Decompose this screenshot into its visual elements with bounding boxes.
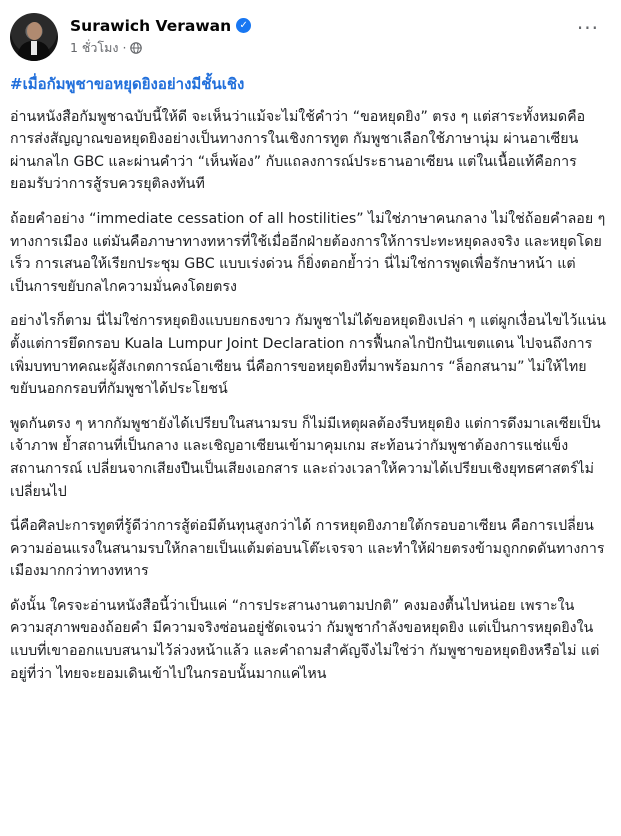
post-paragraph-5: นี่คือศิลปะการทูตที่รู้ดีว่าการสู้ต่อมีต้นทุนสูงกว่าได้ การหยุดยิงภายใต้กรอบอาเซียน คือการเปลี่ยนความอ่อนแรงในสนามรบให้กลายเป็นแต้มต่อบนโต๊ะเจรจา และทำให้ฝ่ายตรงข้ามถูกกดดันทางการเมืองมากกว่าทางทหาร	[10, 518, 605, 580]
post-time[interactable]: 1 ชั่วโมง	[70, 39, 119, 55]
globe-icon	[130, 42, 142, 54]
post-paragraph-1: อ่านหนังสือกัมพูชาฉบับนี้ให้ดี จะเห็นว่าแม้จะไม่ใช้คำว่า “ขอหยุดยิง” ตรง ๆ แต่สาระทั้งหมดคือการส่งสัญญาณขอหยุดยิงอย่างเป็นทางการในเชิงการทูต กัมพูชาเลือกใช้ภาษานุ่ม ผ่านอาเซียน ผ่านกลไก GBC และผ่านคำว่า “เห็นพ้อง” กับแถลงการณ์ประธานอาเซียน แต่ในเนื้อแท้คือการยอมรับว่าการสู้รบควรยุติลงทันที	[10, 108, 586, 193]
verified-badge-icon: ✓	[236, 18, 251, 33]
post-paragraph-6: ดังนั้น ใครจะอ่านหนังสือนี้ว่าเป็นแค่ “การประสานงานตามปกติ” คงมองตื้นไปหน่อย เพราะในความสุภาพของถ้อยคำ มีความจริงซ่อนอยู่ชัดเจนว่า กัมพูชากำลังขอหยุดยิง แต่เป็นการหยุดยิงในแบบที่เขาออกแบบสนามไว้ล่วงหน้าแล้ว และคำถามสำคัญจึงไม่ใช่ว่า กัมพูชาขอหยุดยิงหรือไม่ แต่อยู่ที่ว่า ไทยจะยอมเดินเข้าไปในกรอบนั้นมากแค่ไหน	[10, 597, 600, 682]
avatar[interactable]	[10, 13, 58, 61]
timestamp-row	[70, 38, 251, 58]
post-paragraph-4: พูดกันตรง ๆ หากกัมพูชายังได้เปรียบในสนามรบ ก็ไม่มีเหตุผลต้องรีบหยุดยิง แต่การดึงมาเลเซียเป็นเจ้าภาพ ย้ำสถานที่เป็นกลาง และเชิญอาเซียนเข้ามาคุมเกม สะท้อนว่ากัมพูชาต้องการแช่แข็งสถานการณ์ เปลี่ยนจากเสียงปืนเป็นเสียงเอกสาร และถ่วงเวลาให้ความได้เปรียบเชิงยุทธศาสตร์ไม่เปลี่ยนไป	[10, 415, 601, 500]
separator-dot: ·	[122, 40, 127, 55]
post-paragraph-3: อย่างไรก็ตาม นี่ไม่ใช่การหยุดยิงแบบยกธงขาว กัมพูชาไม่ได้ขอหยุดยิงเปล่า ๆ แต่ผูกเงื่อนไขไว้แน่น ตั้งแต่การยึดกรอบ Kuala Lumpur Joint Declaration การฟื้นกลไกปักปันเขตแดน ไปจนถึงการเพิ่มบทบาทคณะผู้สังเกตการณ์อาเซียน นี่คือการขอหยุดยิงที่มาพร้อมการ “ล็อกสนาม” ไม่ให้ไทยขยับนอกกรอบที่กัมพูชาได้ประโยชน์	[10, 313, 606, 398]
post-content	[10, 68, 607, 685]
post-meta	[70, 17, 251, 58]
hashtag-link[interactable]: #เมื่อกัมพูชาขอหยุดยิงอย่างมีชั้นเชิง	[10, 75, 245, 93]
avatar-shirt	[31, 41, 37, 55]
post-paragraph-2: ถ้อยคำอย่าง “immediate cessation of all hostilities” ไม่ใช่ภาษาคนกลาง ไม่ใช่ถ้อยคำลอย ๆ ทางการเมือง แต่มันคือภาษาทางทหารที่ใช้เมื่ออีกฝ่ายต้องการให้การปะทะหยุดลงจริง และหยุดโดยเร็ว การเสนอให้เรียกประชุม GBC แบบเร่งด่วน ก็ยิ่งตอกย้ำว่า นี่ไม่ใช่การพูดเพื่อรักษาหน้า แต่เป็นการขยับกลไกความมั่นคงโดยตรง	[10, 210, 606, 295]
more-options-button[interactable]: ···	[576, 16, 599, 40]
avatar-face	[27, 22, 42, 40]
author-name[interactable]: Surawich Verawan	[70, 16, 232, 35]
post-header	[10, 0, 607, 68]
author-row	[70, 17, 251, 35]
